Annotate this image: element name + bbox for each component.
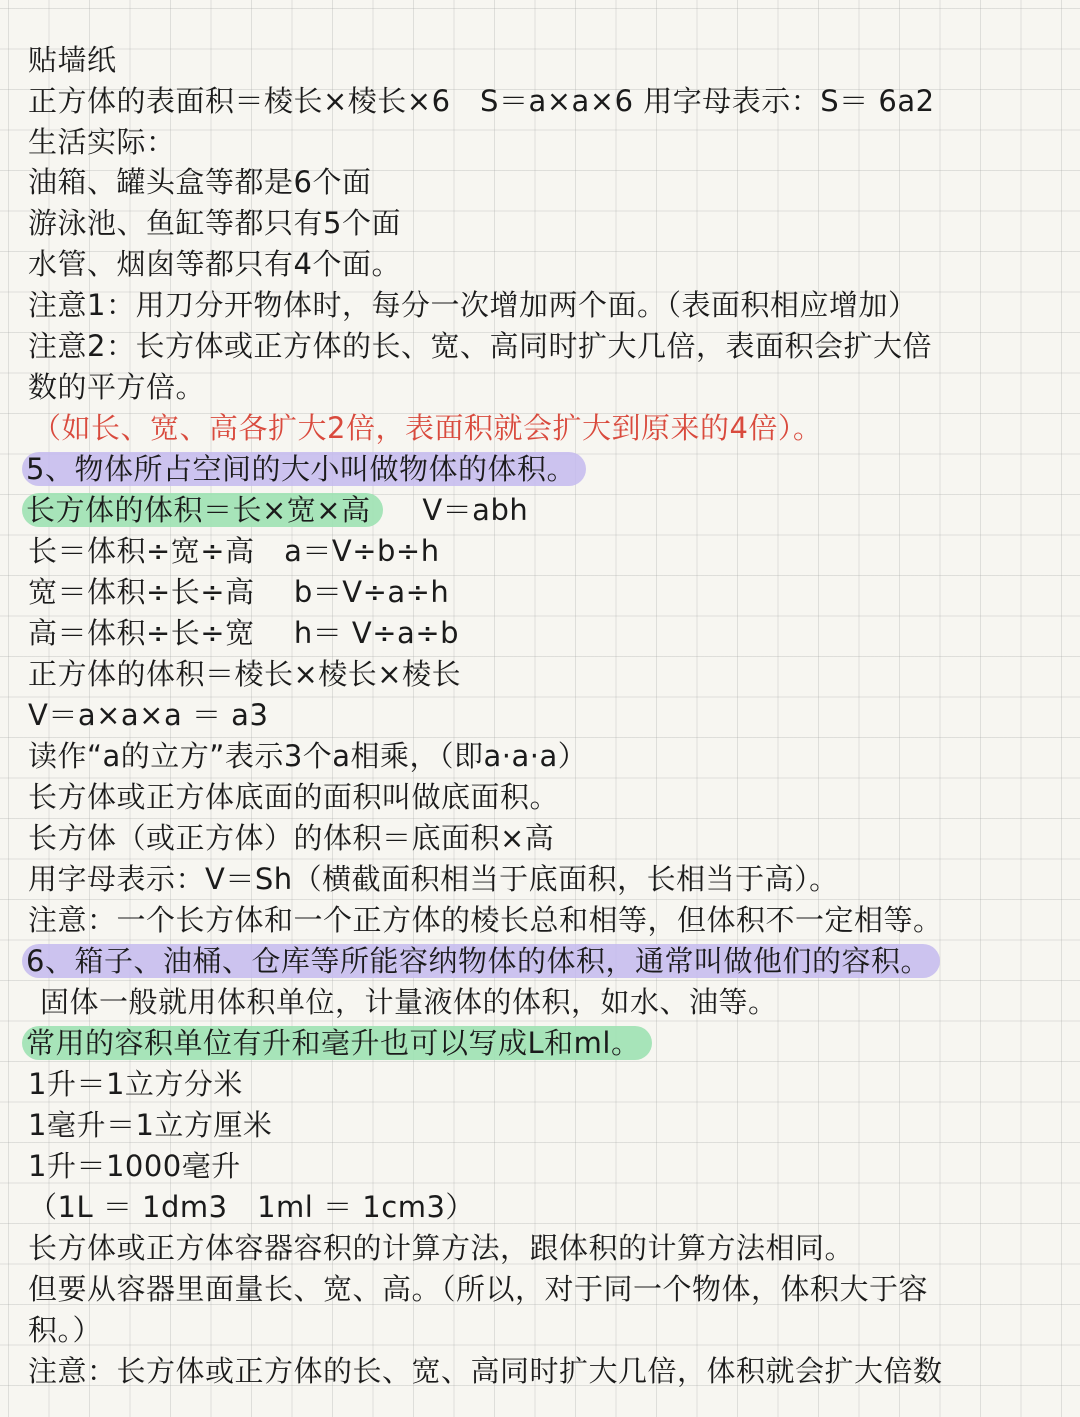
note-line: 正方体的体积＝棱长×棱长×棱长: [28, 657, 462, 691]
note-line: 生活实际：: [28, 125, 176, 159]
note-line: 固体一般就用体积单位，计量液体的体积，如水、油等。: [40, 985, 778, 1019]
green-highlight: 长方体的体积＝长×宽×高: [22, 493, 383, 527]
note-line: V＝a×a×a ＝ a3: [28, 698, 269, 732]
note-line: 注意1：用刀分开物体时，每分一次增加两个面。（表面积相应增加）: [28, 288, 918, 322]
note-line: 1升＝1立方分米: [28, 1067, 243, 1101]
note-line: 注意：长方体或正方体的长、宽、高同时扩大几倍，体积就会扩大倍数: [28, 1354, 943, 1388]
formula: V＝abh: [422, 493, 529, 527]
purple-highlight: 6、箱子、油桶、仓库等所能容纳物体的体积，通常叫做他们的容积。: [22, 944, 940, 978]
note-line: 长方体或正方体底面的面积叫做底面积。: [28, 780, 560, 814]
note-line: 数的平方倍。: [28, 370, 206, 404]
note-line: [28, 449, 586, 489]
note-line: 注意：一个长方体和一个正方体的棱长总和相等，但体积不一定相等。: [28, 903, 943, 937]
note-line: 1升＝1000毫升: [28, 1149, 241, 1183]
note-line: 宽＝体积÷长÷高 b＝V÷a÷h: [28, 575, 450, 609]
note-line: 读作“a的立方”表示3个a相乘，（即a·a·a）: [28, 739, 588, 773]
note-line: 游泳池、鱼缸等都只有5个面: [28, 206, 401, 240]
note-line: 但要从容器里面量长、宽、高。（所以，对于同一个物体，体积大于容: [28, 1272, 929, 1306]
note-line: 长方体或正方体容器容积的计算方法，跟体积的计算方法相同。: [28, 1231, 855, 1265]
note-line: 油箱、罐头盒等都是6个面: [28, 165, 372, 199]
note-line: 1毫升＝1立方厘米: [28, 1108, 273, 1142]
note-line: 用字母表示：V＝Sh（横截面积相当于底面积，长相当于高）。: [28, 862, 839, 896]
note-line: 贴墙纸: [28, 43, 117, 77]
note-line: [28, 1023, 652, 1063]
note-line: 高＝体积÷长÷宽 h＝ V÷a÷b: [28, 616, 460, 650]
note-line: 长方体（或正方体）的体积＝底面积×高: [28, 821, 555, 855]
note-line: 水管、烟囱等都只有4个面。: [28, 247, 401, 281]
purple-highlight: 5、物体所占空间的大小叫做物体的体积。: [22, 452, 586, 486]
red-note-line: （如长、宽、高各扩大2倍，表面积就会扩大到原来的4倍）。: [32, 411, 823, 445]
note-line: [28, 490, 528, 530]
note-line: 积。）: [28, 1313, 103, 1347]
note-line: 长＝体积÷宽÷高 a＝V÷b÷h: [28, 534, 440, 568]
green-highlight: 常用的容积单位有升和毫升也可以写成L和ml。: [22, 1026, 652, 1060]
note-line: 注意2：长方体或正方体的长、宽、高同时扩大几倍，表面积会扩大倍: [28, 329, 932, 363]
note-line: （1L ＝ 1dm3 1ml ＝ 1cm3）: [28, 1190, 475, 1224]
note-line: 正方体的表面积＝棱长×棱长×6 S＝a×a×6 用字母表示：S＝ 6a2: [28, 84, 935, 118]
note-line: [28, 941, 940, 981]
